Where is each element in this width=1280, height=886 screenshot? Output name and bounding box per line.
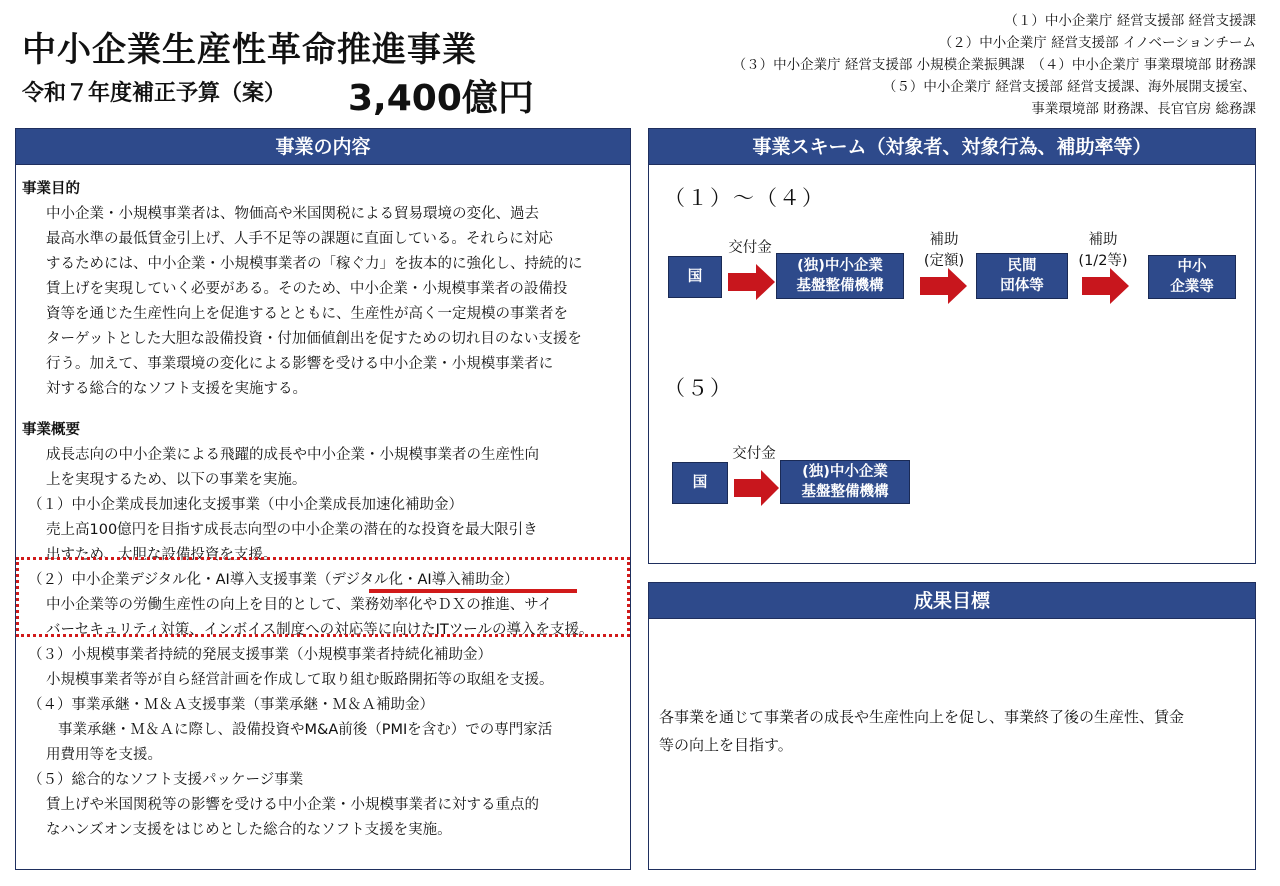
item-2-line: バーセキュリティ対策、インボイス制度への対応等に向けたITツールの導入を支援。 — [46, 622, 594, 638]
result-line: 等の向上を目指す。 — [659, 736, 793, 754]
flow-1-country-box: 国 — [668, 256, 722, 298]
overview-line: 上を実現するため、以下の事業を実施。 — [46, 472, 307, 488]
flow-1-arrow-1 — [728, 264, 776, 300]
content-panel-heading: 事業の内容 — [16, 129, 630, 165]
flow-1-arrow-2 — [920, 268, 968, 304]
budget-subtitle: 令和７年度補正予算（案） — [22, 81, 287, 106]
flow-1-label: （１）～（４） — [664, 186, 825, 210]
flow-1-private-line1: 民間 — [1007, 258, 1037, 274]
department-line: 事業環境部 財務課、長官官房 総務課 — [1031, 101, 1256, 117]
flow-2-smrj-line2: 基盤整備機構 — [801, 484, 889, 500]
flow-1-private-box — [976, 253, 1068, 299]
item-3-title: （３）小規模事業者持続的発展支援事業（小規模事業者持続化補助金） — [28, 647, 492, 663]
item-1-line: 出すため、大胆な設備投資を支援。 — [46, 547, 278, 563]
item-2-underline — [369, 589, 577, 593]
flow-1-arrow-3 — [1082, 268, 1130, 304]
department-line: （２）中小企業庁 経営支援部 イノベーションチーム — [938, 35, 1256, 51]
flow-1-sme-line2: 企業等 — [1170, 279, 1214, 295]
flow-1-smrj-box — [776, 253, 904, 299]
flow-2-country-box: 国 — [672, 462, 728, 504]
flow-1-grant-label: 交付金 — [728, 240, 772, 256]
item-2-line: 中小企業等の労働生産性の向上を目的として、業務効率化やＤＸの推進、サイ — [46, 597, 553, 613]
flow-1-subsidy-half-line2: (1/2等) — [1078, 253, 1128, 269]
department-line: （１）中小企業庁 経営支援部 経営支援課 — [1004, 13, 1256, 29]
purpose-line: 資等を通じた生産性向上を促進するとともに、生産性が高く一定規模の事業者を — [46, 306, 568, 322]
overview-heading: 事業概要 — [22, 422, 80, 438]
budget-amount: 3,400億円 — [348, 78, 534, 119]
purpose-line: 最高水準の最低賃金引上げ、人手不足等の課題に直面している。それらに対応 — [46, 231, 553, 247]
item-2-title: （２）中小企業デジタル化・AI導入支援事業（デジタル化・AI導入補助金） — [28, 572, 519, 588]
scheme-panel-heading: 事業スキーム（対象者、対象行為、補助率等） — [649, 129, 1255, 165]
flow-1-smrj-line1: (独)中小企業 — [797, 258, 883, 274]
item-5-title: （５）総合的なソフト支援パッケージ事業 — [28, 772, 304, 788]
purpose-line: 賃上げを実現していく必要がある。そのため、中小企業・小規模事業者の設備投 — [46, 281, 568, 297]
item-1-line: 売上高100億円を目指す成長志向型の中小企業の潜在的な投資を最大限引き — [46, 522, 538, 538]
item-5-line: なハンズオン支援をはじめとした総合的なソフト支援を実施。 — [46, 822, 452, 838]
result-panel-heading: 成果目標 — [649, 583, 1255, 619]
item-1-title: （１）中小企業成長加速化支援事業（中小企業成長加速化補助金） — [28, 497, 463, 513]
flow-1-subsidy-fixed-line2: (定額) — [923, 253, 965, 269]
purpose-line: するためには、中小企業・小規模事業者の「稼ぐ力」を抜本的に強化し、持続的に — [46, 256, 583, 272]
item-4-line: 用費用等を支援。 — [46, 747, 162, 763]
flow-1-subsidy-half-line1: 補助 — [1088, 232, 1118, 248]
content-panel — [15, 128, 631, 870]
purpose-line: ターゲットとした大胆な設備投資・付加価値創出を促すための切れ目のない支援を — [46, 331, 582, 347]
result-panel — [648, 582, 1256, 870]
department-line: （３）中小企業庁 経営支援部 小規模企業振興課 （４）中小企業庁 事業環境部 財務課 — [732, 57, 1256, 73]
purpose-line: 対する総合的なソフト支援を実施する。 — [46, 381, 307, 397]
result-line: 各事業を通じて事業者の成長や生産性向上を促し、事業終了後の生産性、賃金 — [659, 708, 1185, 726]
department-list — [733, 10, 1256, 120]
flow-2-smrj-line1: (独)中小企業 — [802, 464, 888, 480]
flow-1-smrj-line2: 基盤整備機構 — [796, 278, 884, 294]
flow-1-sme-box — [1148, 255, 1236, 299]
result-text — [659, 703, 1247, 759]
item-3-line: 小規模事業者等が自ら経営計画を作成して取り組む販路開拓等の取組を支援。 — [46, 672, 554, 688]
flow-1-subsidy-half-label — [1068, 230, 1138, 272]
content-body — [22, 177, 626, 843]
page-title: 中小企業生産性革命推進事業 — [22, 30, 477, 70]
flow-2-arrow — [734, 470, 780, 506]
flow-1-sme-line1: 中小 — [1177, 259, 1207, 275]
flow-1-subsidy-fixed-label — [912, 230, 976, 272]
purpose-line: 行う。加えて、事業環境の変化による影響を受ける中小企業・小規模事業者に — [46, 356, 554, 372]
item-4-line: 事業承継・Ｍ＆Ａに際し、設備投資やM&A前後（PMIを含む）での専門家活 — [58, 722, 553, 738]
overview-line: 成長志向の中小企業による飛躍的成長や中小企業・小規模事業者の生産性向 — [46, 447, 539, 463]
flow-1-subsidy-fixed-line1: 補助 — [929, 232, 959, 248]
purpose-heading: 事業目的 — [22, 181, 80, 197]
department-line: （５）中小企業庁 経営支援部 経営支援課、海外展開支援室、 — [882, 79, 1256, 95]
flow-2-smrj-box — [780, 460, 910, 504]
item-4-title: （４）事業承継・Ｍ＆Ａ支援事業（事業承継・Ｍ＆Ａ補助金） — [28, 697, 434, 713]
flow-2-label: （５） — [664, 376, 733, 400]
purpose-line: 中小企業・小規模事業者は、物価高や米国関税による貿易環境の変化、過去 — [46, 206, 539, 222]
flow-2-grant-label: 交付金 — [732, 446, 776, 462]
item-5-line: 賃上げや米国関税等の影響を受ける中小企業・小規模事業者に対する重点的 — [46, 797, 539, 813]
flow-1-private-line2: 団体等 — [1000, 278, 1044, 294]
